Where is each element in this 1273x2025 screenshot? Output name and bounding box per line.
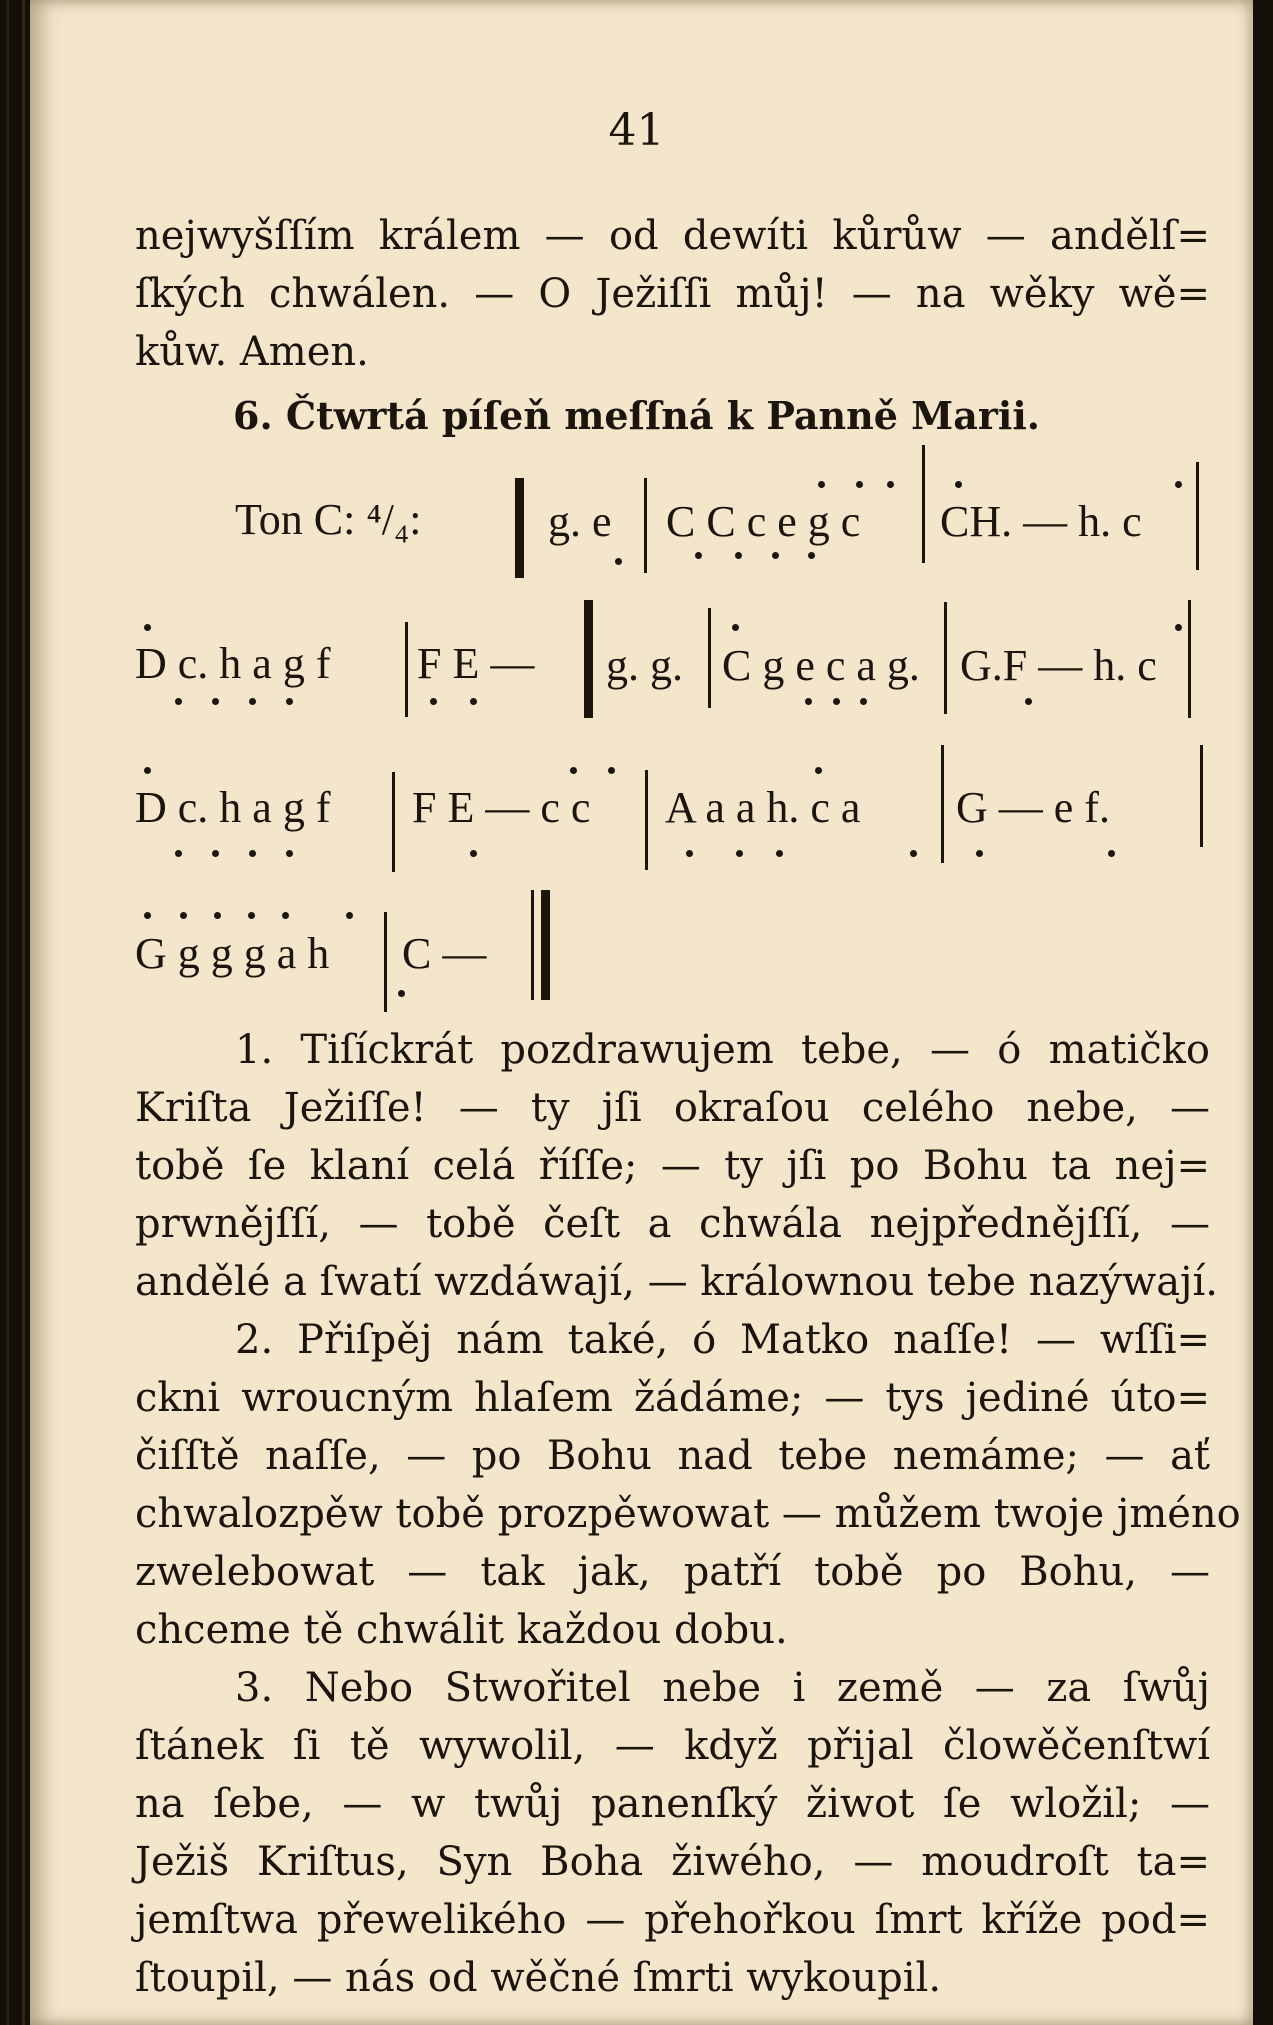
note-dot [282, 912, 289, 919]
verse-line: ſtoupil, — nás od wěčné ſmrti wykoupil. [135, 1955, 942, 2001]
note-dot [776, 850, 783, 857]
note-dot [833, 698, 840, 705]
barline [941, 745, 944, 863]
verse-line: chwalozpěw tobě prozpěwowat — můžem twoje jméno [135, 1491, 1241, 1537]
verse-line: na ſebe, — w twůj panenſký žiwot ſe wložil; — [135, 1781, 1210, 1827]
barline [405, 622, 408, 717]
note-dot [732, 624, 739, 631]
note-group: C C c e g c [666, 497, 861, 546]
note-dot [887, 481, 894, 488]
note-dot [860, 698, 867, 705]
barline [515, 478, 524, 578]
note-dot [910, 850, 917, 857]
note-dot [175, 698, 182, 705]
barline [531, 890, 534, 1000]
note-dot [286, 850, 293, 857]
verse-line: andělé a ſwatí wzdáwají, — králownou tebe nazýwají. [135, 1259, 1218, 1305]
note-dot [249, 698, 256, 705]
note-dot [1108, 850, 1115, 857]
verse-line: 2. Přiſpěj nám také, ó Matko naſſe! — wſſi= [235, 1317, 1210, 1363]
note-dot [470, 850, 477, 857]
note-dot [175, 850, 182, 857]
verse-line: ckni wroucným hlaſem žádáme; — tys jediné úto= [135, 1375, 1210, 1421]
barline [708, 608, 711, 708]
note-group: CH. — h. c [940, 497, 1142, 546]
note-group: D c. h a g f [135, 639, 331, 688]
note-dot [144, 624, 151, 631]
note-dot [398, 990, 405, 997]
note-dot [470, 698, 477, 705]
note-group: g. g. [606, 641, 683, 690]
gutter-line [6, 0, 9, 2025]
verse-line: jemſtwa přewelikého — přehořkou ſmrt kříže pod= [135, 1897, 1210, 1943]
verse-line: Kriſta Ježiſſe! — ty jſi okraſou celého nebe, — [135, 1085, 1210, 1131]
barline [645, 770, 648, 870]
note-dot [570, 767, 577, 774]
note-group: G — e f. [956, 783, 1110, 832]
note-dot [248, 912, 255, 919]
verse-line: tobě ſe klaní celá říſſe; — ty jſi po Bohu ta nej= [135, 1143, 1210, 1189]
note-dot [144, 912, 151, 919]
note-dot [772, 552, 779, 559]
note-dot [144, 767, 151, 774]
note-dot [808, 552, 815, 559]
note-group: g. e [548, 497, 612, 546]
note-dot [180, 912, 187, 919]
note-dot [608, 767, 615, 774]
note-group: A a a h. c a [665, 783, 861, 832]
barline [541, 890, 550, 1000]
note-dot [1025, 698, 1032, 705]
barline [644, 478, 647, 573]
page-number: 41 [608, 105, 665, 156]
note-dot [1175, 624, 1182, 631]
note-dot [805, 698, 812, 705]
hymn-heading: 6. Čtwrtá píſeň meſſná k Panně Marii. [233, 393, 1040, 438]
note-group: C — [402, 929, 487, 978]
note-dot [818, 481, 825, 488]
note-dot [856, 481, 863, 488]
tone-label: Ton C: ⁴/₄: [235, 495, 422, 544]
verse-line: chceme tě chwálit každou dobu. [135, 1607, 788, 1653]
verse-line: čiſſtě naſſe, — po Bohu nad tebe nemáme; — ať [135, 1433, 1210, 1479]
note-dot [212, 850, 219, 857]
note-dot [346, 912, 353, 919]
barline [1200, 745, 1203, 847]
verse-line: prwnějſſí, — tobě čeſt a chwála nejpřednějſſí, — [135, 1201, 1210, 1247]
note-dot [735, 552, 742, 559]
barline [392, 772, 395, 872]
gutter-line [22, 0, 25, 2025]
text-line: kůw. Amen. [135, 329, 369, 375]
note-group: F E — c c [412, 783, 591, 832]
barline [1196, 462, 1199, 570]
verse-line: Ježiš Kriſtus, Syn Boha žiwého, — moudroſt ta= [135, 1839, 1210, 1885]
text-line: ſkých chwálen. — O Ježiſſi můj! — na wěky wě= [135, 271, 1210, 317]
note-dot [1175, 481, 1182, 488]
note-dot [286, 698, 293, 705]
note-group: G g g g a h [135, 929, 330, 978]
note-dot [249, 850, 256, 857]
note-dot [686, 850, 693, 857]
note-dot [695, 552, 702, 559]
verse-line: 3. Nebo Stwořitel nebe i země — za ſwůj [235, 1665, 1210, 1711]
note-dot [212, 698, 219, 705]
note-dot [430, 698, 437, 705]
barline [922, 445, 925, 563]
note-group: F E — [417, 639, 535, 688]
barline [584, 600, 593, 718]
barline [384, 912, 387, 1012]
note-dot [214, 912, 221, 919]
barline [1188, 600, 1191, 718]
barline [944, 602, 947, 714]
verse-line: 1. Tiſíckrát pozdrawujem tebe, — ó matičko [235, 1027, 1210, 1073]
note-dot [815, 767, 822, 774]
text-line: nejwyšſſím králem — od dewíti kůrůw — andělſ= [135, 213, 1210, 259]
note-dot [615, 558, 622, 565]
note-group: G.F — h. c [960, 641, 1157, 690]
note-group: C g e c a g. [722, 641, 920, 690]
note-dot [955, 481, 962, 488]
note-group: D c. h a g f [135, 783, 331, 832]
note-dot [736, 850, 743, 857]
verse-line: zwelebowat — tak jak, patří tobě po Bohu, — [135, 1549, 1210, 1595]
note-dot [976, 850, 983, 857]
verse-line: ſtánek ſi tě wywolil, — když přijal člowěčenſtwí [135, 1723, 1210, 1769]
